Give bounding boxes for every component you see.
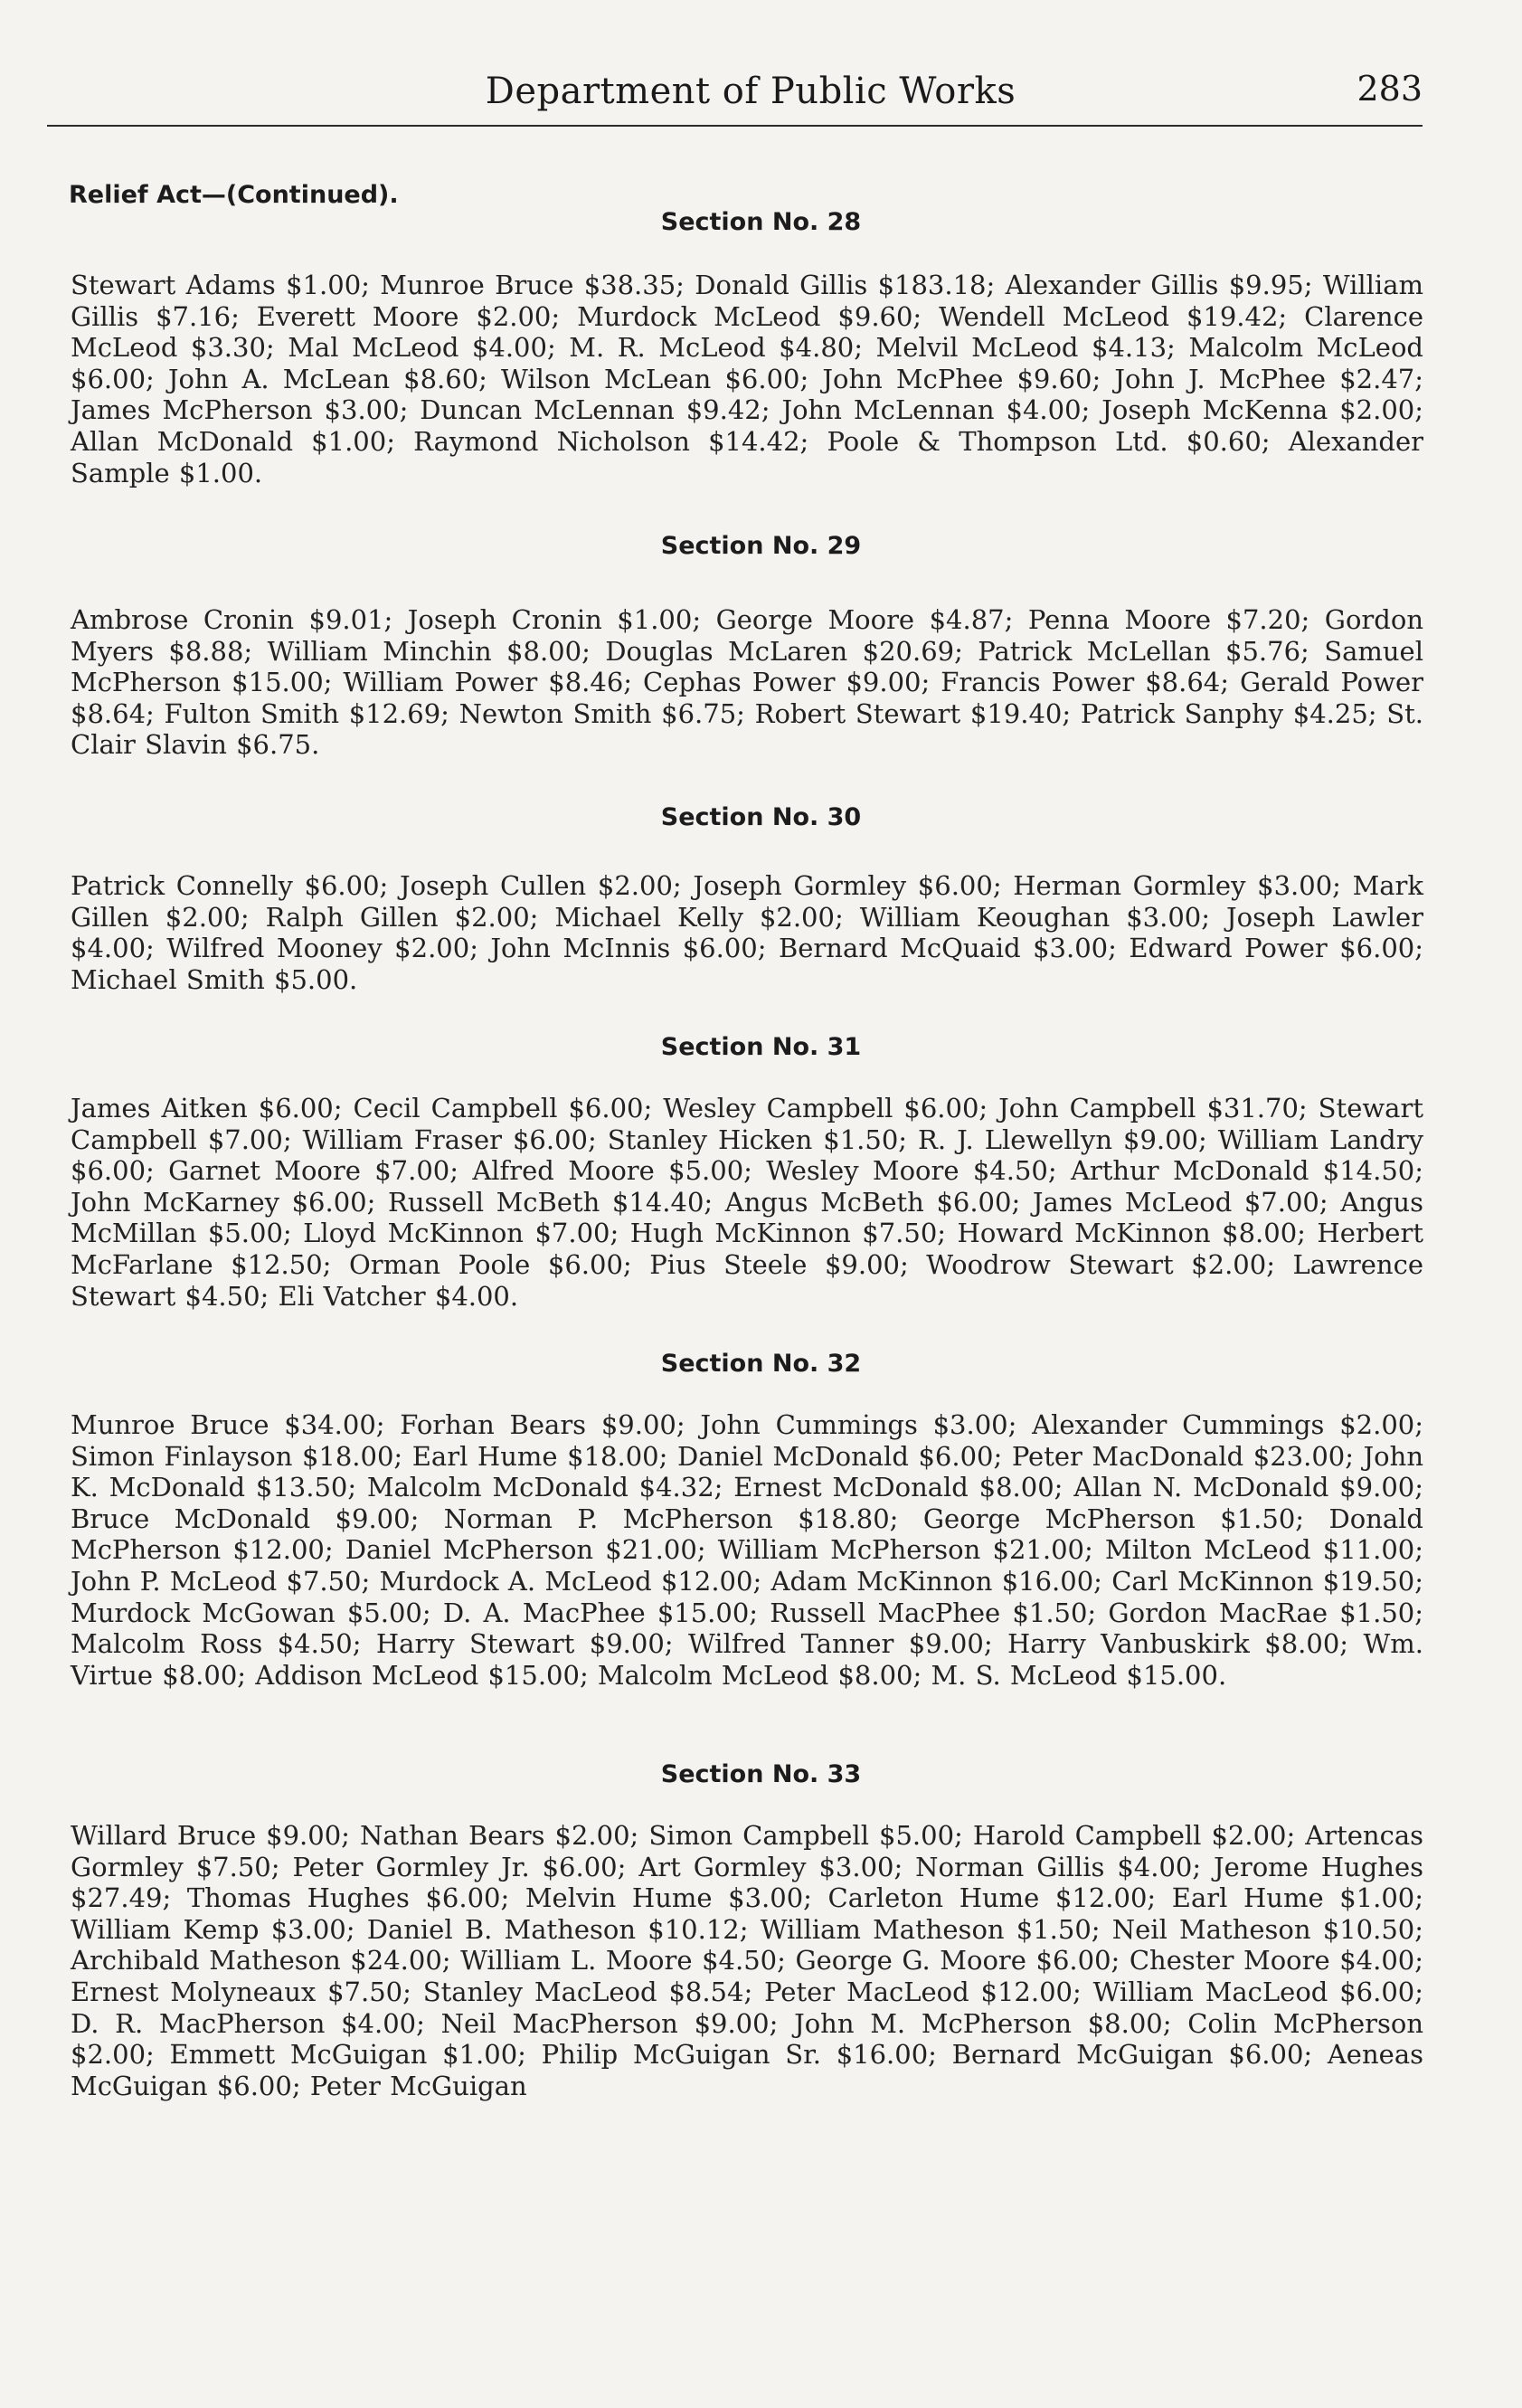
- section-33-heading: Section No. 33: [660, 1760, 862, 1788]
- section-30-heading: Section No. 30: [660, 803, 862, 831]
- section-30-text: Patrick Connelly $6.00; Joseph Cullen $2.00; Joseph Gormley $6.00; Herman Gormley $3.00; Mark Gillen $2.00; Ralph Gillen $2.00; Michael Kelly $2.00; William Keoughan $3.00; Joseph Lawler $4.00; Wilfred Mooney $2.00; John McInnis $6.00; Bernard McQuaid $3.00; Edward Power $6.00; Michael Smith $5.00.: [71, 870, 1423, 995]
- section-31-text: James Aitken $6.00; Cecil Campbell $6.00; Wesley Campbell $6.00; John Campbell $31.70; Stewart Campbell $7.00; William Fraser $6.00; Stanley Hicken $1.50; R. J. Llewellyn $9.00; William Landry $6.00; Garnet Moore $7.00; Alfred Moore $5.00; Wesley Moore $4.50; Arthur McDonald $14.50; John McKarney $6.00; Russell McBeth $14.40; Angus McBeth $6.00; James McLeod $7.00; Angus McMillan $5.00; Lloyd McKinnon $7.00; Hugh McKinnon $7.50; Howard McKinnon $8.00; Herbert McFarlane $12.50; Orman Poole $6.00; Pius Steele $9.00; Woodrow Stewart $2.00; Lawrence Stewart $4.50; Eli Vatcher $4.00.: [71, 1093, 1423, 1312]
- running-header-title: Department of Public Works: [485, 71, 1016, 112]
- section-32-heading: Section No. 32: [660, 1350, 862, 1378]
- section-28-text: Stewart Adams $1.00; Munroe Bruce $38.35; Donald Gillis $183.18; Alexander Gillis $9.95; William Gillis $7.16; Everett Moore $2.00; Murdock McLeod $9.60; Wendell McLeod $19.42; Clarence McLeod $3.30; Mal McLeod $4.00; M. R. McLeod $4.80; Melvil McLeod $4.13; Malcolm McLeod $6.00; John A. McLean $8.60; Wilson McLean $6.00; John McPhee $9.60; John J. McPhee $2.47; James McPherson $3.00; Duncan McLennan $9.42; John McLennan $4.00; Joseph McKenna $2.00; Allan McDonald $1.00; Raymond Nicholson $14.42; Poole & Thompson Ltd. $0.60; Alexander Sample $1.00.: [71, 270, 1423, 488]
- section-28-heading: Section No. 28: [660, 208, 862, 236]
- section-32-text: Munroe Bruce $34.00; Forhan Bears $9.00; John Cummings $3.00; Alexander Cummings $2.00; Simon Finlayson $18.00; Earl Hume $18.00; Daniel McDonald $6.00; Peter MacDonald $23.00; John K. McDonald $13.50; Malcolm McDonald $4.32; Ernest McDonald $8.00; Allan N. McDonald $9.00; Bruce McDonald $9.00; Norman P. McPherson $18.80; George McPherson $1.50; Donald McPherson $12.00; Daniel McPherson $21.00; William McPherson $21.00; Milton McLeod $11.00; John P. McLeod $7.50; Murdock A. McLeod $12.00; Adam McKinnon $16.00; Carl McKinnon $19.50; Murdock McGowan $5.00; D. A. MacPhee $15.00; Russell MacPhee $1.50; Gordon MacRae $1.50; Malcolm Ross $4.50; Harry Stewart $9.00; Wilfred Tanner $9.00; Harry Vanbuskirk $8.00; Wm. Virtue $8.00; Addison McLeod $15.00; Malcolm McLeod $8.00; M. S. McLeod $15.00.: [71, 1409, 1423, 1691]
- section-29-heading: Section No. 29: [660, 532, 862, 560]
- section-29-text: Ambrose Cronin $9.01; Joseph Cronin $1.00; George Moore $4.87; Penna Moore $7.20; Gordon Myers $8.88; William Minchin $8.00; Douglas McLaren $20.69; Patrick McLellan $5.76; Samuel McPherson $15.00; William Power $8.46; Cephas Power $9.00; Francis Power $8.64; Gerald Power $8.64; Fulton Smith $12.69; Newton Smith $6.75; Robert Stewart $19.40; Patrick Sanphy $4.25; St. Clair Slavin $6.75.: [71, 604, 1423, 761]
- section-31-heading: Section No. 31: [660, 1033, 862, 1061]
- header-rule: [47, 125, 1423, 127]
- act-subheading: Relief Act—(Continued).: [69, 181, 399, 209]
- section-33-text: Willard Bruce $9.00; Nathan Bears $2.00; Simon Campbell $5.00; Harold Campbell $2.00; Artencas Gormley $7.50; Peter Gormley Jr. $6.00; Art Gormley $3.00; Norman Gillis $4.00; Jerome Hughes $27.49; Thomas Hughes $6.00; Melvin Hume $3.00; Carleton Hume $12.00; Earl Hume $1.00; William Kemp $3.00; Daniel B. Matheson $10.12; William Matheson $1.50; Neil Matheson $10.50; Archibald Matheson $24.00; William L. Moore $4.50; George G. Moore $6.00; Chester Moore $4.00; Ernest Molyneaux $7.50; Stanley MacLeod $8.54; Peter MacLeod $12.00; William MacLeod $6.00; D. R. MacPherson $4.00; Neil MacPherson $9.00; John M. McPherson $8.00; Colin McPherson $2.00; Emmett McGuigan $1.00; Philip McGuigan Sr. $16.00; Bernard McGuigan $6.00; Aeneas McGuigan $6.00; Peter McGuigan: [71, 1820, 1423, 2101]
- page-number: 283: [1357, 69, 1423, 109]
